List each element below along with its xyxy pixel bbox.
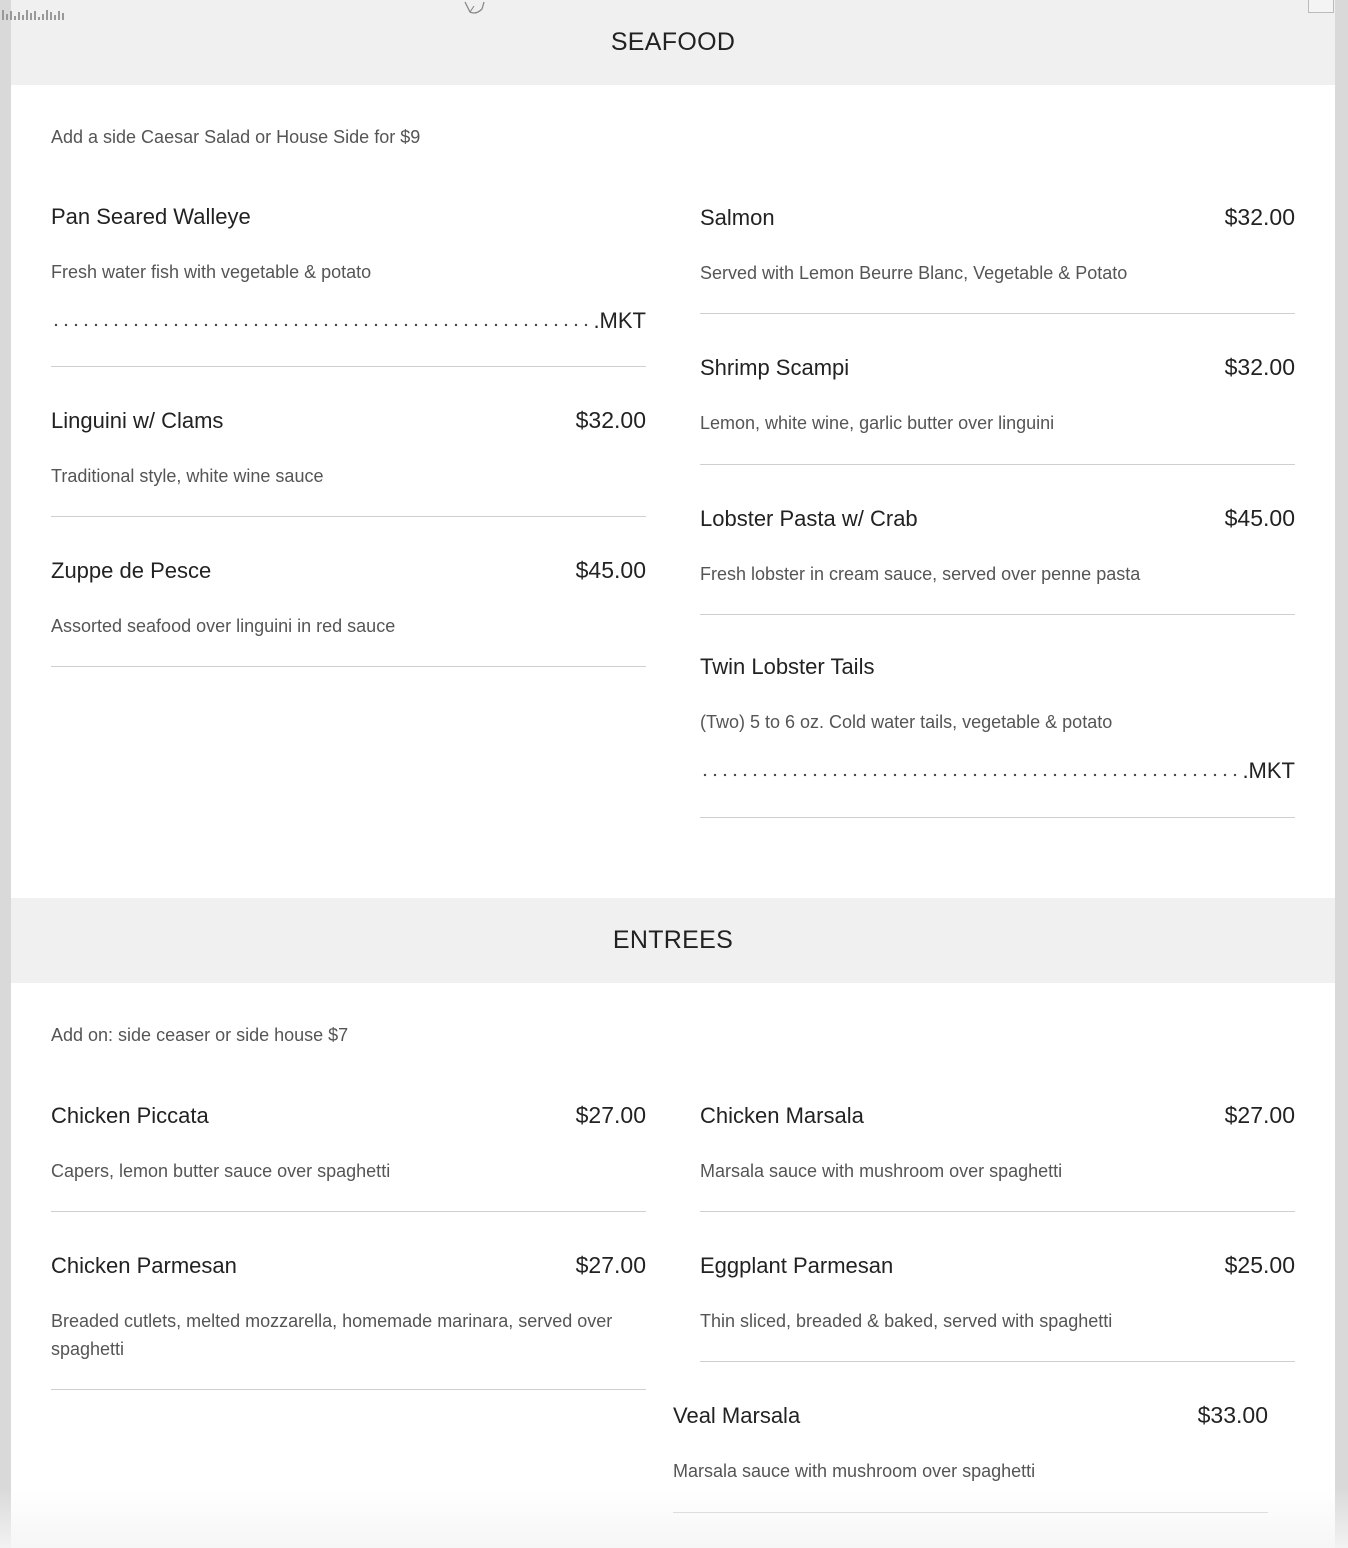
- item-price: $32.00: [1224, 204, 1295, 230]
- item-name: Chicken Piccata: [51, 1103, 209, 1128]
- menu-item[interactable]: [700, 654, 1295, 818]
- item-description: Breaded cutlets, melted mozzarella, homemade marinara, served over spaghetti: [51, 1311, 613, 1359]
- menu-item[interactable]: [700, 1102, 1295, 1212]
- menu-item[interactable]: [700, 505, 1295, 615]
- image-icon[interactable]: [1308, 0, 1334, 13]
- item-description: Fresh lobster in cream sauce, served over penne pasta: [700, 564, 1141, 584]
- item-description: Thin sliced, breaded & baked, served with spaghetti: [700, 1311, 1113, 1331]
- item-name: Linguini w/ Clams: [51, 408, 224, 433]
- item-name: Pan Seared Walleye: [51, 204, 251, 229]
- item-name: Veal Marsala: [673, 1403, 801, 1428]
- section-title: ENTREES: [612, 926, 734, 954]
- item-price: .MKT: [1242, 758, 1295, 783]
- item-description: Assorted seafood over linguini in red sauce: [51, 616, 396, 636]
- item-description: Lemon, white wine, garlic butter over linguini: [700, 413, 1055, 433]
- item-price: $45.00: [1224, 505, 1295, 531]
- item-description: Served with Lemon Beurre Blanc, Vegetable & Potato: [700, 263, 1128, 283]
- entrees-section-header: [11, 898, 1335, 983]
- menu-item[interactable]: [51, 204, 646, 367]
- menu-item[interactable]: [700, 1252, 1295, 1362]
- item-price: $32.00: [575, 407, 646, 433]
- item-price: $27.00: [1224, 1102, 1295, 1128]
- menu-item[interactable]: [673, 1402, 1268, 1513]
- item-description: Marsala sauce with mushroom over spaghetti: [700, 1161, 1063, 1181]
- menu-item[interactable]: [700, 204, 1295, 314]
- item-description: Fresh water fish with vegetable & potato: [51, 262, 372, 282]
- item-price: .MKT: [593, 308, 646, 333]
- item-name: Zuppe de Pesce: [51, 558, 212, 583]
- top-toolbar-strip: [0, 0, 1348, 14]
- menu-item[interactable]: [51, 557, 646, 667]
- menu-item[interactable]: [51, 407, 646, 517]
- item-name: Shrimp Scampi: [700, 355, 850, 380]
- menu-item[interactable]: [51, 1252, 646, 1390]
- menu-item[interactable]: [700, 354, 1295, 465]
- item-price: $45.00: [575, 557, 646, 583]
- item-price: $27.00: [575, 1252, 646, 1278]
- hand-icon: [462, 0, 486, 14]
- item-description: Marsala sauce with mushroom over spaghetti: [673, 1461, 1036, 1481]
- item-price: $25.00: [1224, 1252, 1295, 1278]
- item-name: Chicken Parmesan: [51, 1253, 237, 1278]
- dot-leader: [700, 772, 1238, 778]
- item-price: $32.00: [1224, 354, 1295, 380]
- item-name: Eggplant Parmesan: [700, 1253, 894, 1278]
- item-description: Traditional style, white wine sauce: [51, 466, 324, 486]
- item-name: Salmon: [700, 205, 775, 230]
- bars-icon: [2, 2, 112, 14]
- item-name: Chicken Marsala: [700, 1103, 864, 1128]
- menu-item[interactable]: [51, 1102, 646, 1212]
- item-description: (Two) 5 to 6 oz. Cold water tails, vegetable & potato: [700, 712, 1113, 732]
- section-note: Add on: side ceaser or side house $7: [51, 1025, 349, 1045]
- section-title: SEAFOOD: [610, 28, 736, 56]
- item-name: Twin Lobster Tails: [700, 654, 875, 679]
- dot-leader: [51, 322, 589, 328]
- item-price: $33.00: [1197, 1402, 1268, 1428]
- item-description: Capers, lemon butter sauce over spaghetti: [51, 1161, 391, 1181]
- menu-page: [11, 0, 1335, 1548]
- item-price: $27.00: [575, 1102, 646, 1128]
- section-note: Add a side Caesar Salad or House Side for $9: [51, 127, 421, 147]
- item-name: Lobster Pasta w/ Crab: [700, 506, 918, 531]
